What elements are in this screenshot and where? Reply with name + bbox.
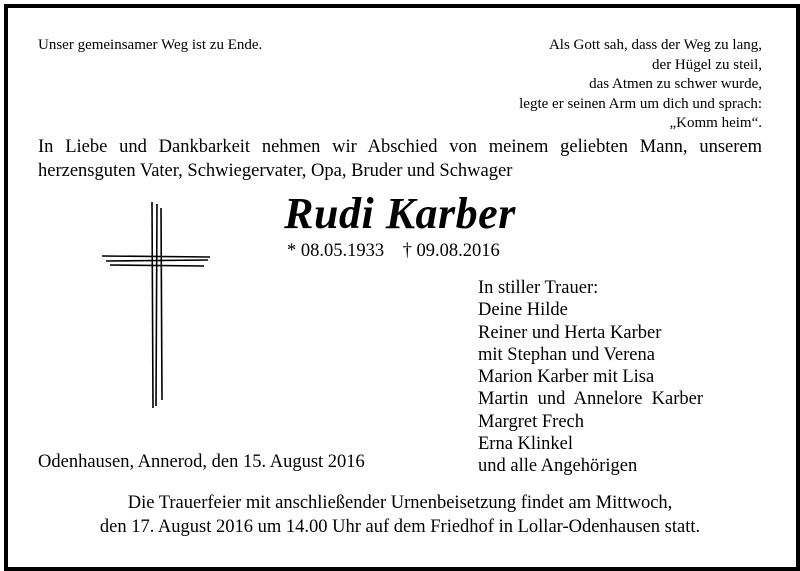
mourner-line: Margret Frech (478, 411, 584, 432)
mourner-line: und alle Angehörigen (478, 456, 638, 477)
mourner-line: Marion Karber mit Lisa (478, 367, 655, 388)
motto-right (402, 36, 762, 134)
motto-line: der Hügel zu steil, (652, 56, 762, 73)
motto-line: das Atmen zu schwer wurde, (589, 76, 762, 92)
mourner-line: In stiller Trauer: (478, 278, 599, 298)
life-dates: * 08.05.1933 † 09.08.2016 (287, 241, 500, 261)
mourner-line: Deine Hilde (478, 300, 568, 321)
notice-line: Die Trauerfeier mit anschließender Urnenbeisetzung findet am Mittwoch, (127, 493, 673, 513)
mourner-line: Martin und Annelore Karber (478, 389, 704, 410)
place-date: Odenhausen, Annerod, den 15. August 2016 (38, 452, 365, 472)
intro-text: In Liebe und Dankbarkeit nehmen wir Abschied von meinem geliebten Mann, unserem herzensguten Vater, Schwiegervater, Opa, Bruder und Schwager (38, 137, 762, 181)
notice-line: den 17. August 2016 um 14.00 Uhr auf dem Friedhof in Lollar-Odenhausen statt. (99, 517, 701, 537)
cross-icon (100, 200, 212, 410)
mourner-line: Erna Klinkel (478, 434, 574, 455)
motto-line: legte er seinen Arm um dich und sprach: (519, 95, 762, 112)
motto-left: Unser gemeinsamer Weg ist zu Ende. (38, 37, 263, 53)
deceased-name: Rudi Karber (284, 189, 516, 238)
funeral-notice (0, 491, 800, 539)
mourners-list (478, 277, 703, 478)
mourner-line: mit Stephan und Verena (478, 344, 655, 365)
motto-line: Als Gott sah, dass der Weg zu lang, (548, 37, 762, 53)
mourner-line: Reiner und Herta Karber (478, 322, 662, 343)
motto-line: „Komm heim“. (669, 115, 762, 131)
